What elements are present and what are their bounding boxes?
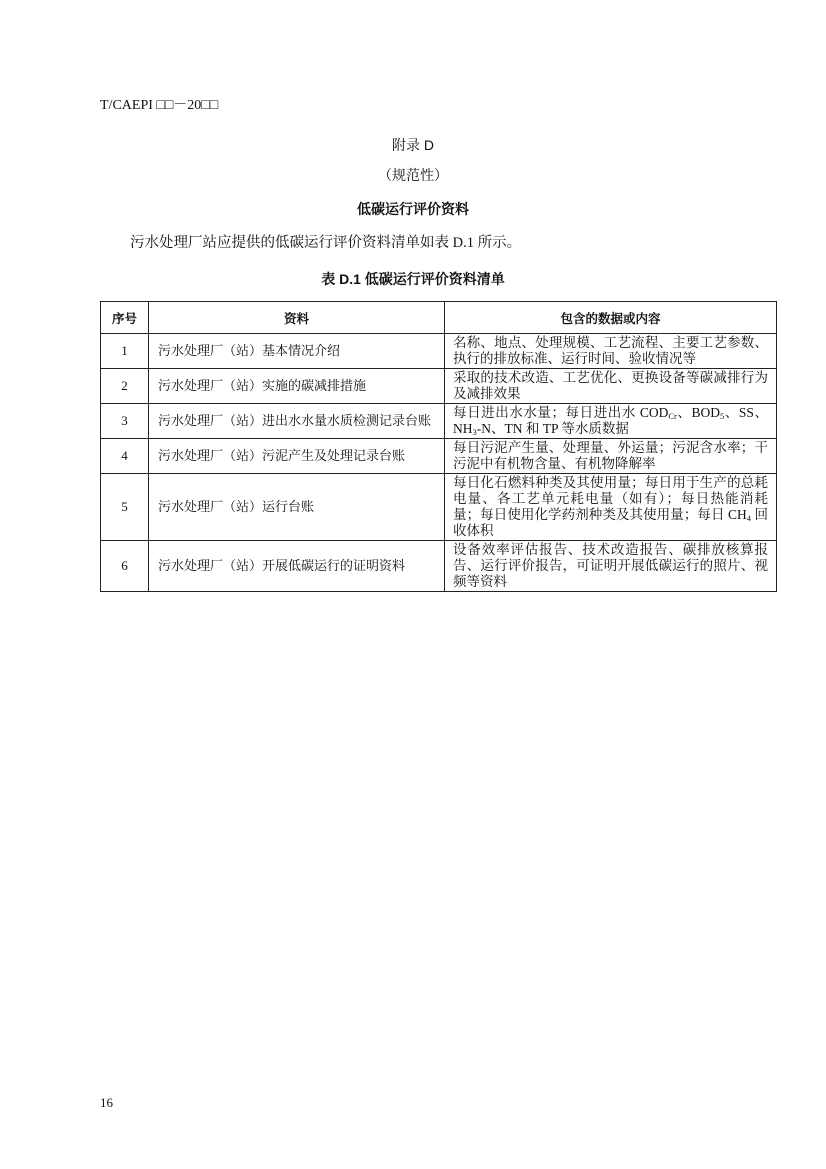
materials-table xyxy=(100,301,777,592)
subscript: 4 xyxy=(746,513,752,523)
row-number-cell: 2 xyxy=(101,369,149,404)
content-text: 每日进出水水量；每日进出水 COD xyxy=(453,405,669,420)
material-item-cell: 污水处理厂（站）基本情况介绍 xyxy=(149,334,445,369)
table-row xyxy=(101,474,777,541)
content-text: 、SS、NH xyxy=(453,405,768,436)
material-item-cell: 污水处理厂（站）开展低碳运行的证明资料 xyxy=(149,541,445,592)
subscript: 5 xyxy=(720,411,725,421)
table-row xyxy=(101,541,777,592)
appendix-title: 附录 D xyxy=(392,137,434,153)
row-number-cell: 5 xyxy=(101,474,149,541)
content-text: 、BOD xyxy=(676,405,721,420)
table-header xyxy=(101,302,777,334)
content-text: 每日化石燃料种类及其使用量；每日用于生产的总耗电量、各工艺单元耗电量（如有）；每日热能消耗量；每日使用化学药剂种类及其使用量；每日 CH xyxy=(453,475,768,522)
content-text: 采取的技术改造、工艺优化、更换设备等碳减排行为及减排效果 xyxy=(453,370,768,401)
content-text: 名称、地点、处理规模、工艺流程、主要工艺参数、执行的排放标准、运行时间、验收情况等 xyxy=(453,335,768,366)
standard-code-header: T/CAEPI □□－20□□ xyxy=(100,98,219,113)
row-number-cell: 3 xyxy=(101,404,149,439)
content-text: 设备效率评估报告、技术改造报告、碳排放核算报告、运行评价报告，可证明开展低碳运行的照片、视频等资料 xyxy=(453,542,768,589)
subscript: Cr xyxy=(668,411,677,421)
content-cell xyxy=(445,474,777,541)
material-item-cell: 污水处理厂（站）运行台账 xyxy=(149,474,445,541)
content-cell xyxy=(445,404,777,439)
table-caption: 表 D.1 低碳运行评价资料清单 xyxy=(321,271,505,287)
intro-paragraph: 污水处理厂站应提供的低碳运行评价资料清单如表 D.1 所示。 xyxy=(130,235,522,251)
column-header-content: 包含的数据或内容 xyxy=(445,302,777,334)
content-cell xyxy=(445,334,777,369)
column-header-material: 资料 xyxy=(149,302,445,334)
column-header-number: 序号 xyxy=(101,302,149,334)
material-item-cell: 污水处理厂（站）进出水水量水质检测记录台账 xyxy=(149,404,445,439)
content-text: -N、TN 和 TP 等水质数据 xyxy=(476,421,629,436)
table-row xyxy=(101,369,777,404)
content-cell xyxy=(445,369,777,404)
table-row xyxy=(101,334,777,369)
table-row xyxy=(101,439,777,474)
row-number-cell: 4 xyxy=(101,439,149,474)
material-item-cell: 污水处理厂（站）实施的碳减排措施 xyxy=(149,369,445,404)
table-body xyxy=(101,334,777,592)
content-cell xyxy=(445,541,777,592)
table-header-row xyxy=(101,302,777,334)
table-row xyxy=(101,404,777,439)
row-number-cell: 6 xyxy=(101,541,149,592)
material-item-cell: 污水处理厂（站）污泥产生及处理记录台账 xyxy=(149,439,445,474)
row-number-cell: 1 xyxy=(101,334,149,369)
content-text: 每日污泥产生量、处理量、外运量；污泥含水率；干污泥中有机物含量、有机物降解率 xyxy=(453,440,768,471)
subscript: 3 xyxy=(472,427,477,437)
page-number: 16 xyxy=(100,1095,113,1110)
appendix-subtitle: 低碳运行评价资料 xyxy=(357,201,469,217)
content-text: 回收体积 xyxy=(453,507,769,538)
appendix-nature: （规范性） xyxy=(378,167,448,183)
content-cell xyxy=(445,439,777,474)
